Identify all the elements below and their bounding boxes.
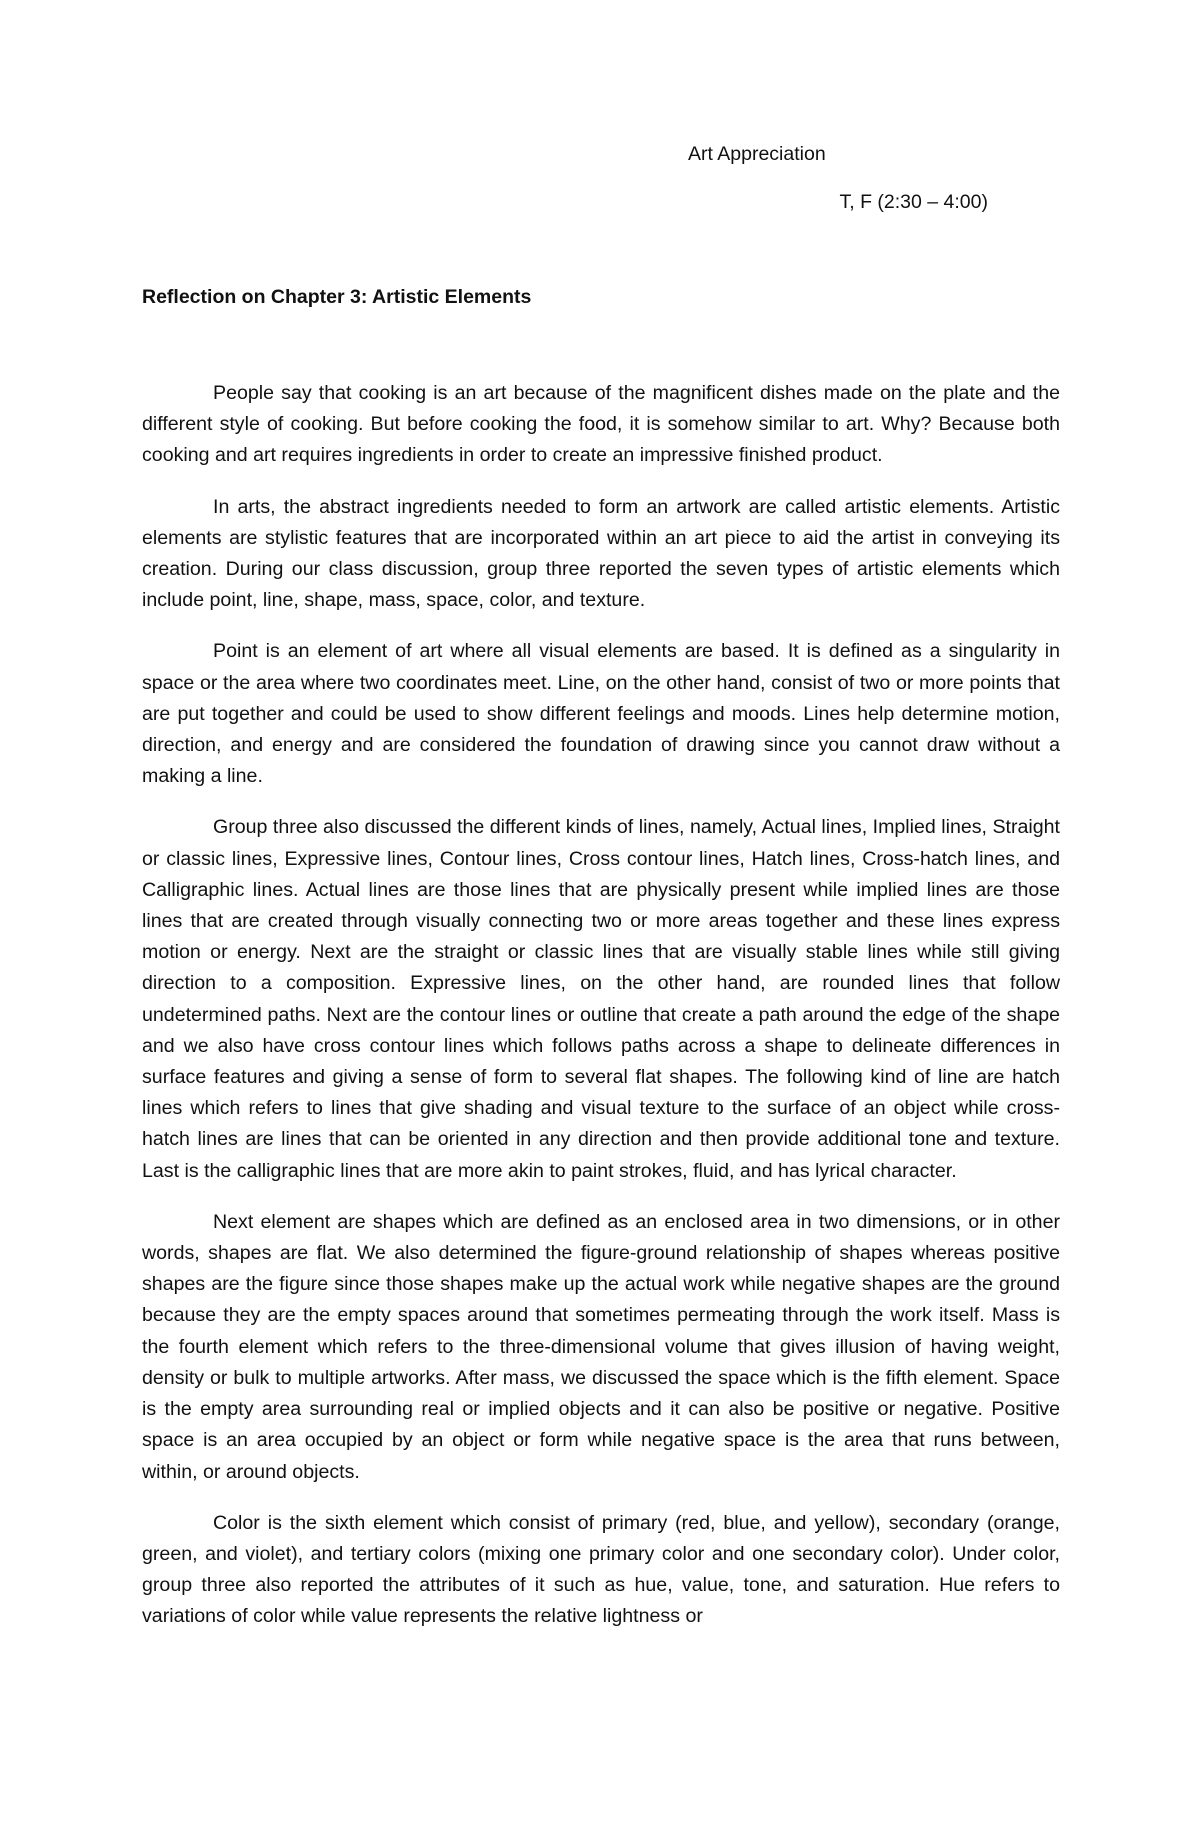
paragraph-point-and-line: Point is an element of art where all visual elements are based. It is defined as a singularity in space or the area where two coordinates meet. Line, on the other hand, consist of two or more points that are put together and could be used to show different feelings and moods. Lines help determine motion, direction, and energy and are considered the foundation of drawing since you cannot draw without a making a line. xyxy=(142,640,1060,788)
paragraph-color: Color is the sixth element which consist of primary (red, blue, and yellow), secondary (orange, green, and violet), and tertiary colors (mixing one primary color and one secondary color). Under color, group three also reported the attributes of it such as hue, value, tone, and saturation. Hue refers to variations of color while value represents the relative lightness or xyxy=(142,1511,1060,1628)
paragraph-shape-mass-space: Next element are shapes which are defined as an enclosed area in two dimensions, or in other words, shapes are flat. We also determined the figure-ground relationship of shapes whereas positive shapes are the figure since those shapes make up the actual work while negative shapes are the ground because they are the empty spaces around that sometimes permeating through the work itself. Mass is the fourth element which refers to the three-dimensional volume that gives illusion of having weight, density or bulk to multiple artworks. After mass, we discussed the space which is the fifth element. Space is the empty area surrounding real or implied objects and it can also be positive or negative. Positive space is an area occupied by an object or form while negative space is the area that runs between, within, or around objects. xyxy=(142,1210,1060,1483)
class-schedule: T, F (2:30 – 4:00) xyxy=(839,191,988,213)
document-title: Reflection on Chapter 3: Artistic Elements xyxy=(142,286,532,308)
paragraph-intro: People say that cooking is an art because of the magnificent dishes made on the plate and the different style of cooking. But before cooking the food, it is somehow similar to art. Why? Because both cooking and art requires ingredients in order to create an impressive finished product. xyxy=(142,382,1060,467)
paragraph-kinds-of-lines: Group three also discussed the different kinds of lines, namely, Actual lines, Implied lines, Straight or classic lines, Expressive lines, Contour lines, Cross contour lines, Hatch lines, Cross-hatch lines, and Calligraphic lines. Actual lines are those lines that are physically present while implied lines are those lines that are created through visually connecting two or more areas together and these lines express motion or energy. Next are the straight or classic lines that are visually stable lines while still giving direction to a composition. Expressive lines, on the other hand, are rounded lines that follow undetermined paths. Next are the contour lines or outline that create a path around the edge of the shape and we also have cross contour lines which follows paths across a shape to delineate differences in surface features and giving a sense of form to several flat shapes. The following kind of line are hatch lines which refers to lines that give shading and visual texture to the surface of an object while cross-hatch lines are lines that can be oriented in any direction and then provide additional tone and texture. Last is the calligraphic lines that are more akin to paint strokes, fluid, and has lyrical character. xyxy=(142,816,1060,1182)
document-body xyxy=(142,378,1060,1653)
course-name: Art Appreciation xyxy=(688,143,826,165)
paragraph-artistic-elements: In arts, the abstract ingredients needed to form an artwork are called artistic elements. Artistic elements are stylistic features that are incorporated within an art piece to aid the artist in conveying its creation. During our class discussion, group three reported the seven types of artistic elements which include point, line, shape, mass, space, color, and texture. xyxy=(142,495,1060,612)
